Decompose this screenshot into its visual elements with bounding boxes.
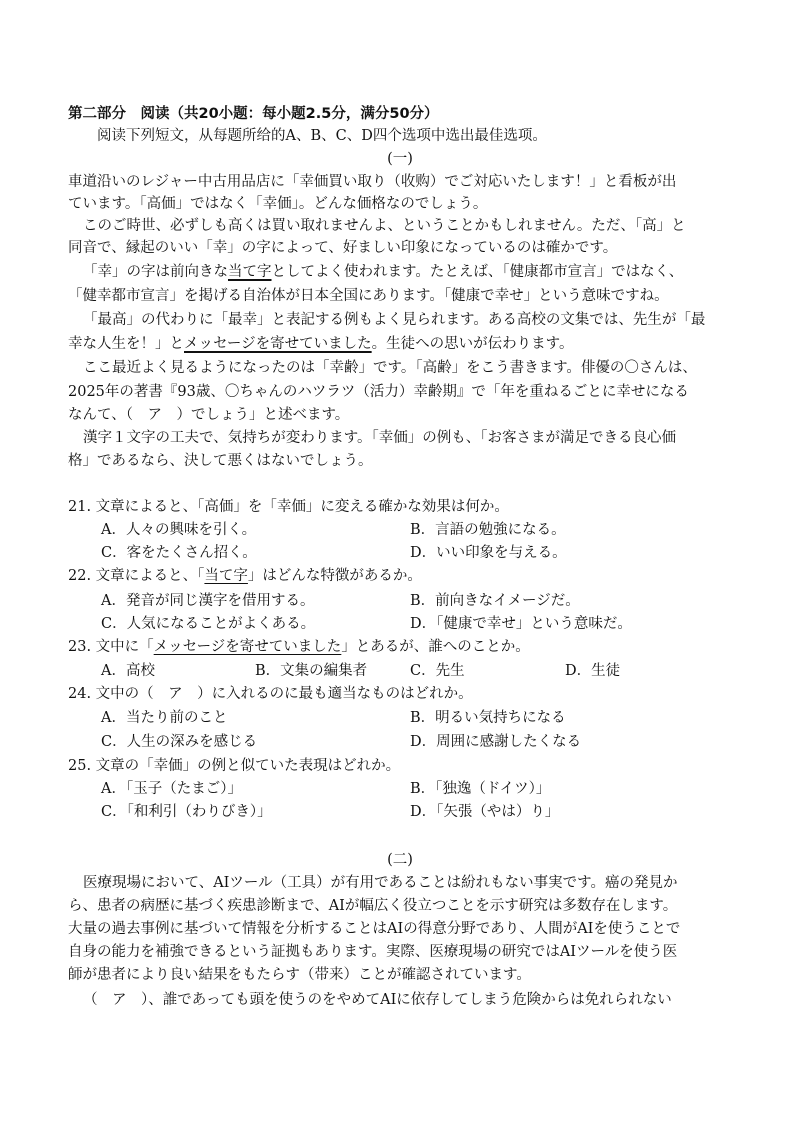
- option-21-a[interactable]: A．人々の興味を引く。: [101, 522, 257, 538]
- option-25-d[interactable]: D．「矢張（やは）り」: [410, 804, 560, 820]
- option-23-a[interactable]: A．高校: [101, 663, 155, 679]
- option-25-c[interactable]: C．「和利引（わりびき）」: [101, 804, 272, 820]
- option-23-d[interactable]: D．生徒: [565, 663, 621, 679]
- option-23-b[interactable]: B．文集の編集者: [255, 663, 368, 679]
- passage1-line: 「幸」の字は前向きな当て字としてよく使われます。たとえば、「健康都市宣言」ではなく、: [83, 264, 684, 280]
- passage1-line: 「健幸都市宣言」を掲げる自治体が日本全国にあります。「健康で幸せ」という意味ですね。: [68, 288, 669, 304]
- passage1-line: 「最高」の代わりに「最幸」と表記する例もよく見られます。ある高校の文集では、先生が「最: [83, 312, 706, 328]
- passage1-line: 幸な人生を！」とメッセージを寄せていました。生徒への思いが伝わります。: [68, 336, 574, 352]
- option-24-c[interactable]: C．人生の深みを感じる: [101, 734, 258, 750]
- option-22-d[interactable]: D．「健康で幸せ」という意味だ。: [410, 616, 632, 632]
- question-22-stem: 22. 文章によると、「当て字」はどんな特徴があるか。: [68, 568, 422, 584]
- option-22-a[interactable]: A．発音が同じ漢字を借用する。: [101, 593, 315, 609]
- passage2-line: 自身の能力を補強できるという証拠もあります。実際、医療現場の研究ではAIツールを使う医: [68, 944, 678, 960]
- passage1-line: ています。「高価」ではなく「幸価」。どんな価格なのでしょう。: [68, 196, 488, 212]
- passage2-label: (二): [387, 852, 413, 868]
- passage2-line: ら、患者の病歴に基づく疾患診断まで、AIが幅広く役立つことを示す研究は多数存在します。: [68, 898, 678, 914]
- option-23-c[interactable]: C．先生: [410, 663, 465, 679]
- passage2-line: 医療現場において、AIツール（工具）が有用であることは紛れもない事実です。癌の発見か: [83, 875, 678, 891]
- passage1-line: 同音で、縁起のいい「幸」の字によって、好ましい印象になっているのは確かです。: [68, 240, 618, 256]
- option-25-b[interactable]: B．「独逸（ドイツ）」: [410, 781, 551, 797]
- section-title: 第二部分 阅读（共20小题：每小题2.5分，满分50分）: [68, 106, 439, 122]
- ateji-underline: 当て字: [228, 264, 272, 280]
- passage2-line: 大量の過去事例に基づいて情報を分析することはAIの得意分野であり、人間がAIを使うことで: [68, 921, 681, 937]
- passage2-line: （ ア ）、誰であっても頭を使うのをやめてAIに依存してしまう危険からは免れられない: [83, 992, 672, 1008]
- passage1-line: ここ最近よく見るようになったのは「幸齢」です。「高齢」をこう書きます。俳優の〇さんは、: [83, 360, 697, 376]
- question-25-stem: 25. 文章の「幸価」の例と似ていた表現はどれか。: [68, 758, 401, 774]
- message-underline: メッセージを寄せていました: [184, 336, 372, 352]
- question-23-stem: 23. 文中に「メッセージを寄せていました」とあるが、誰へのことか。: [68, 639, 530, 655]
- passage2-line: 師が患者により良い結果をもたらす（带来）ことが確認されています。: [68, 967, 531, 983]
- option-24-b[interactable]: B．明るい気持ちになる: [410, 710, 566, 726]
- passage1-label: (一): [387, 151, 413, 167]
- option-25-a[interactable]: A．「玉子（たまご）」: [101, 781, 242, 797]
- question-24-stem: 24. 文中の（ ア ）に入れるのに最も適当なものはどれか。: [68, 686, 473, 702]
- question-21-stem: 21. 文章によると、「高価」を「幸価」に変える確かな効果は何か。: [68, 499, 509, 515]
- passage1-line: 車道沿いのレジャー中古用品店に「幸価買い取り（收购）でご対応いたします！」と看板が出: [68, 174, 677, 190]
- passage1-line: 漢字１文字の工夫で、気持ちが変わります。「幸価」の例も、「お客さまが満足できる良心価: [83, 430, 677, 446]
- option-22-c[interactable]: C．人気になることがよくある。: [101, 616, 316, 632]
- option-21-b[interactable]: B．言語の勉強になる。: [410, 522, 566, 538]
- option-24-d[interactable]: D．周囲に感謝したくなる: [410, 734, 582, 750]
- option-21-c[interactable]: C．客をたくさん招く。: [101, 545, 257, 561]
- passage1-line: このご時世、必ずしも高くは買い取れませんよ、ということかもしれません。ただ、「高」と: [83, 218, 686, 234]
- option-24-a[interactable]: A．当たり前のこと: [101, 710, 228, 726]
- option-21-d[interactable]: D．いい印象を与える。: [410, 545, 567, 561]
- section-instruction: 阅读下列短文，从每题所给的A、B、C、D四个选项中选出最佳选项。: [97, 128, 547, 144]
- passage1-line: 2025年の著書『93歳、〇ちゃんのハツラツ（活力）幸齢期』で「年を重ねるごとに幸せになる: [68, 384, 689, 400]
- passage1-line: 格」であるなら、決して悪くはないでしょう。: [68, 453, 373, 469]
- option-22-b[interactable]: B．前向きなイメージだ。: [410, 593, 580, 609]
- passage1-line: なんて、（ ア ）でしょう」と述べます。: [68, 407, 350, 423]
